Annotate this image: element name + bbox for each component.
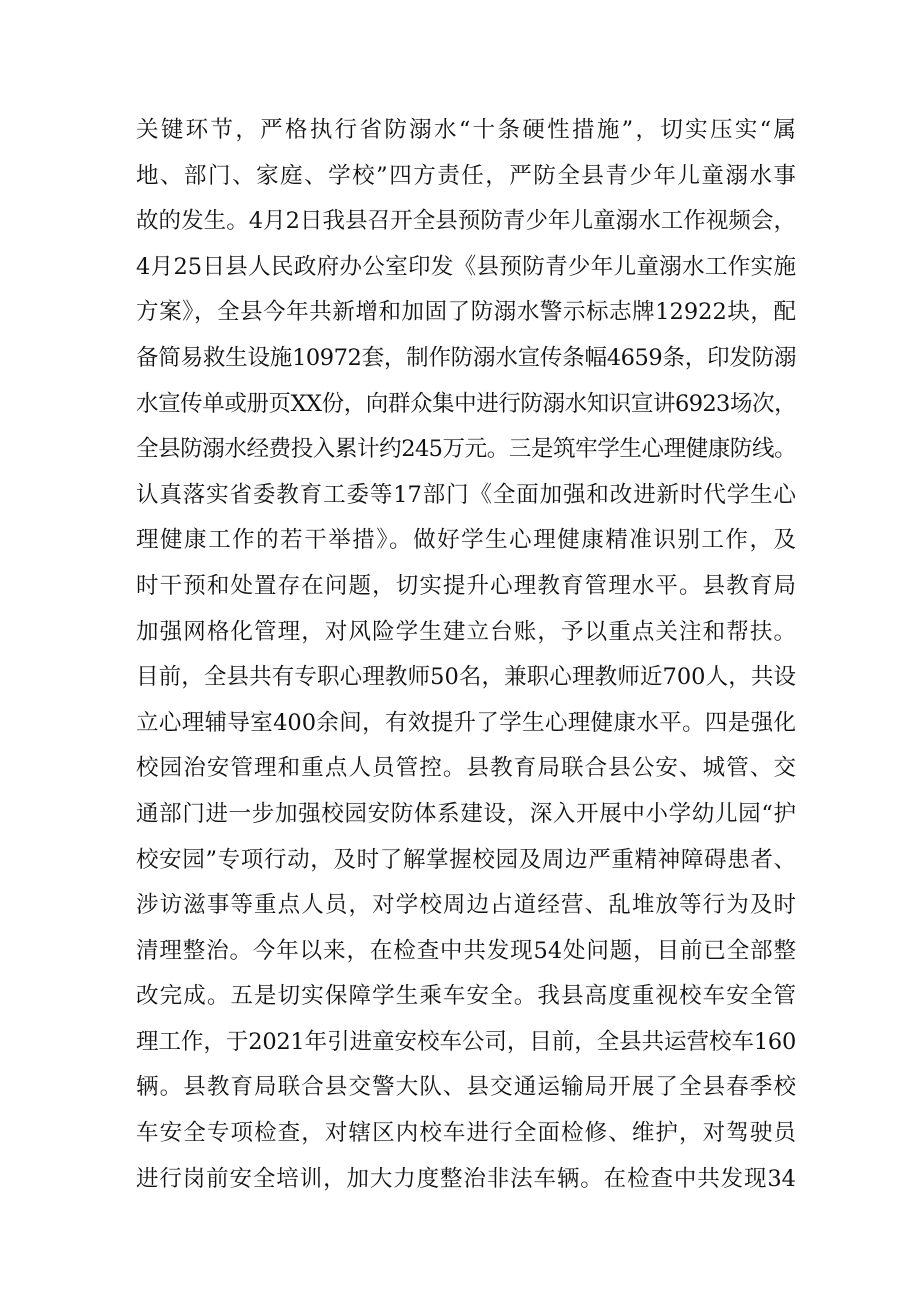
text-line: 水宣传单或册页XX份，向群众集中进行防溺水知识宣讲6923场次， bbox=[136, 390, 796, 417]
text-line: 加强网格化管理，对风险学生建立台账，予以重点关注和帮扶。 bbox=[136, 618, 796, 645]
text-line: 校安园”专项行动，及时了解掌握校园及周边严重精神障碍患者、 bbox=[136, 846, 796, 873]
text-line: 进行岗前安全培训，加大力度整治非法车辆。在检查中共发现34 bbox=[136, 1165, 796, 1192]
text-line: 备简易救生设施10972套，制作防溺水宣传条幅4659条，印发防溺 bbox=[136, 344, 796, 371]
text-line: 校园治安管理和重点人员管控。县教育局联合县公安、城管、交 bbox=[136, 755, 796, 782]
body-text bbox=[136, 108, 796, 1202]
text-line: 理工作，于2021年引进童安校车公司，目前，全县共运营校车160 bbox=[136, 1028, 796, 1055]
text-line: 通部门进一步加强校园安防体系建设，深入开展中小学幼儿园“护 bbox=[136, 800, 796, 827]
text-line: 改完成。五是切实保障学生乘车安全。我县高度重视校车安全管 bbox=[136, 983, 796, 1010]
text-line: 理健康工作的若干举措》。做好学生心理健康精准识别工作，及 bbox=[136, 527, 796, 554]
text-line: 车安全专项检查，对辖区内校车进行全面检修、维护，对驾驶员 bbox=[136, 1120, 796, 1147]
text-line: 4月25日县人民政府办公室印发《县预防青少年儿童溺水工作实施 bbox=[136, 253, 796, 280]
text-line: 时干预和处置存在问题，切实提升心理教育管理水平。县教育局 bbox=[136, 572, 796, 599]
text-line: 故的发生。4月2日我县召开全县预防青少年儿童溺水工作视频会， bbox=[136, 208, 796, 235]
text-line: 认真落实省委教育工委等17部门《全面加强和改进新时代学生心 bbox=[136, 481, 796, 508]
text-line: 全县防溺水经费投入累计约245万元。三是筑牢学生心理健康防线。 bbox=[136, 436, 796, 463]
text-line: 目前，全县共有专职心理教师50名，兼职心理教师近700人，共设 bbox=[136, 664, 796, 691]
text-line: 方案》，全县今年共新增和加固了防溺水警示标志牌12922块，配 bbox=[136, 299, 796, 326]
text-line: 地、部门、家庭、学校”四方责任，严防全县青少年儿童溺水事 bbox=[136, 162, 796, 189]
text-line: 清理整治。今年以来，在检查中共发现54处问题，目前已全部整 bbox=[136, 937, 796, 964]
text-line: 关键环节，严格执行省防溺水“十条硬性措施”，切实压实“属 bbox=[136, 117, 796, 143]
text-line: 涉访滋事等重点人员，对学校周边占道经营、乱堆放等行为及时 bbox=[136, 892, 796, 919]
text-line: 辆。县教育局联合县交警大队、县交通运输局开展了全县春季校 bbox=[136, 1074, 796, 1101]
text-line: 立心理辅导室400余间，有效提升了学生心理健康水平。四是强化 bbox=[136, 709, 796, 736]
